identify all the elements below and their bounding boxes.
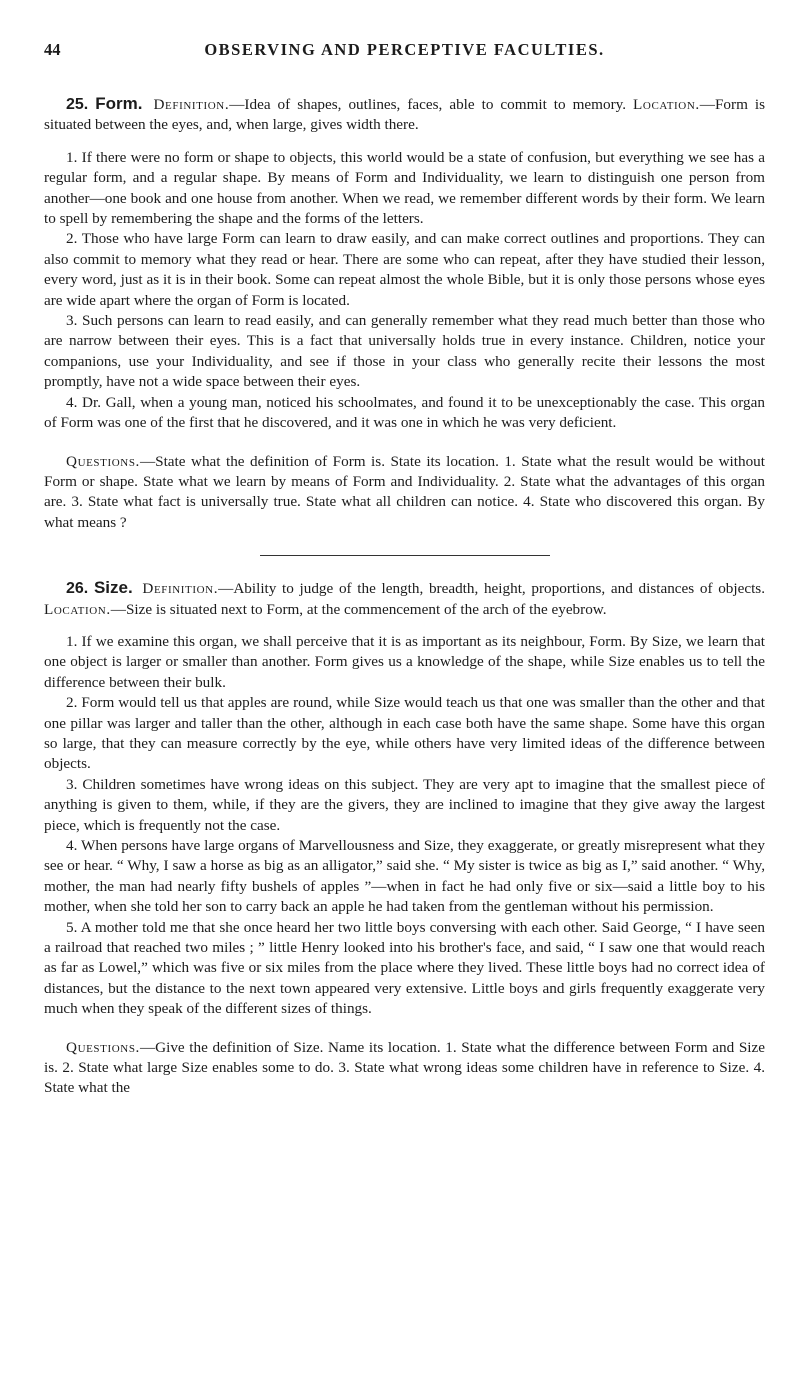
body-paragraph: 2. Form would tell us that apples are round, while Size would teach us that one was smaller than the other and that one pillar was larger and taller than the other, although in each case both have the same shape. Some have this organ so large, that they can measure correctly by the eye, while others have very limited ideas of the difference between objects. (44, 694, 765, 773)
questions-text: —State what the definition of Form is. State its location. 1. State what the result would be without Form or shape. State what we learn by means of Form and Individuality. 2. State what the advantages of this organ are. 3. State what fact is universally true. State what all children can notice. 4. State who discovered this organ. By what means ? (44, 452, 765, 531)
location-text: —Size is situated next to Form, at the commencement of the arch of the eyebrow. (110, 600, 607, 618)
section-title: Size. (93, 578, 133, 598)
location-text: —Form is situated between the eyes, and, when large, gives width there. (44, 96, 766, 134)
page-number: 44 (44, 40, 61, 59)
definition-text: —Ability to judge of the length, breadth, height, proportions, and distances of objects. (218, 580, 766, 598)
section-size-heading-paragraph (44, 578, 765, 620)
definition-text: —Idea of shapes, outlines, faces, able to commit to memory. (229, 96, 627, 113)
section-form-heading-paragraph (44, 94, 765, 136)
definition-label: Definition. (142, 580, 219, 598)
questions-label: Questions. (66, 452, 140, 470)
section-number: 26. (66, 580, 89, 598)
body-paragraph: 2. Those who have large Form can learn to draw easily, and can make correct outlines and proportions. They can also commit to memory what they read or hear. There are some who can repeat, after they have studied their lesson, every word, just as it is in their book. Some can repeat almost the whole Bible, but it is only those persons whose eyes are wide apart where the organ of Form is located. (44, 230, 765, 309)
body-paragraph: 4. Dr. Gall, when a young man, noticed his schoolmates, and found it to be unexceptionably the case. This organ of Form was one of the first that he discovered, and it was one in which he was very deficient. (44, 393, 765, 432)
page-header (44, 40, 765, 64)
section-divider (260, 555, 550, 556)
running-title: OBSERVING AND PERCEPTIVE FACULTIES. (204, 40, 605, 59)
location-label: Location. (633, 96, 700, 113)
questions-text: —Give the definition of Size. Name its location. 1. State what the difference between Form and Size is. 2. State what large Size enables some to do. 3. State what wrong ideas some children have in reference to Size. 4. State what the (44, 1038, 765, 1097)
body-paragraph: 1. If we examine this organ, we shall perceive that it is as important as its neighbour, Form. By Size, we learn that one object is larger or smaller than another. Form gives us a knowledge of the shape, while Size enables us to tell the difference between their bulk. (44, 632, 765, 691)
definition-label: Definition. (153, 96, 230, 113)
body-paragraph: 3. Such persons can learn to read easily, and can generally remember what they read much better than those who are narrow between their eyes. This is a fact that universally holds true in every instance. Children, notice your companions, use your Individuality, and see if those in your class who generally recite their lessons the most promptly, have not a wide space between their eyes. (44, 312, 765, 391)
questions-paragraph (44, 452, 765, 534)
location-label: Location. (44, 600, 111, 618)
section-title: Form. (95, 94, 143, 113)
page-body (44, 94, 765, 1099)
body-paragraph: 5. A mother told me that she once heard her two little boys conversing with each other. Said George, “ I have seen a railroad that reached two miles ; ” little Henry looked into his brother's face, and said, “ I saw one that would reach as far as Lowel,” which was five or six miles from the place where they lived. These little boys had no correct idea of distances, but the distance to the next town appeared very extensive. Little boys and girls frequently exaggerate very much when they speak of the different sizes of things. (44, 918, 765, 1018)
body-paragraph: 1. If there were no form or shape to objects, this world would be a state of confusion, but everything we see has a regular form, and a regular shape. By means of Form and Individuality, we learn to distinguish one person from another—one book and one house from another. When we read, we remember different words by their form. We learn to spell by remembering the shape and the forms of the letters. (44, 148, 765, 228)
questions-paragraph (44, 1038, 765, 1099)
section-number: 25. (66, 96, 89, 113)
questions-label: Questions. (66, 1038, 140, 1056)
body-paragraph: 3. Children sometimes have wrong ideas on this subject. They are very apt to imagine that the smallest piece of anything is given to them, while, if they are the givers, they are inclined to imagine that they give away the largest piece, which is frequently not the case. (44, 775, 765, 834)
body-paragraph: 4. When persons have large organs of Marvellousness and Size, they exaggerate, or greatly misrepresent what they see or hear. “ Why, I saw a horse as big as an alligator,” said she. “ My sister is twice as big as I,” said another. “ Why, mother, the man had nearly fifty bushels of apples ”—when in fact he had only five or six—said a little boy to his mother, when she told her son to carry back an apple he had taken from the gentleman without his permission. (44, 837, 765, 916)
book-page (0, 40, 801, 1388)
